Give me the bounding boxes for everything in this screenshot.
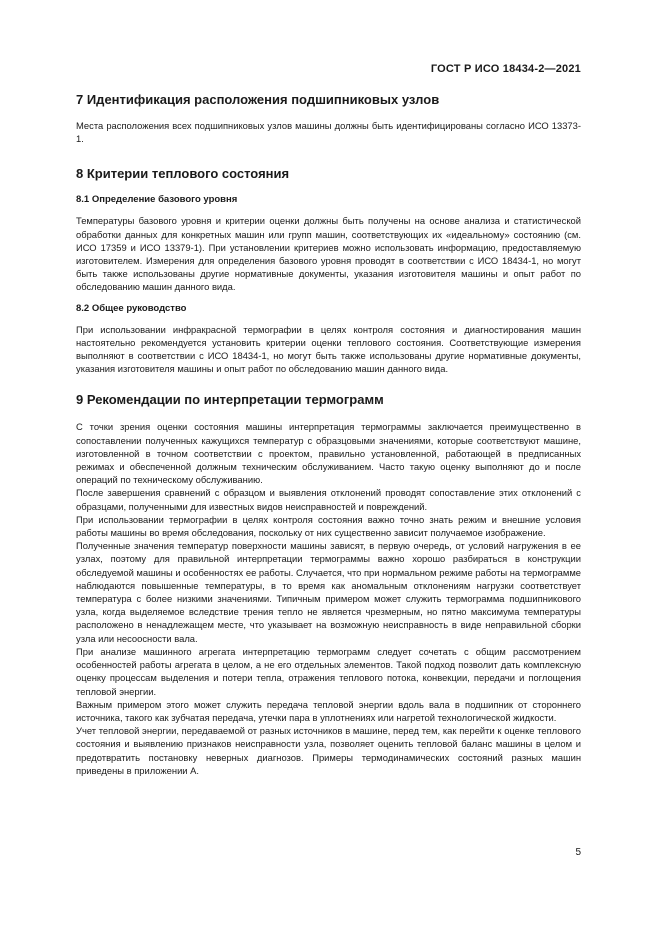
section-9 xyxy=(76,392,581,776)
subsection-8-1-title: 8.1 Определение базового уровня xyxy=(76,194,238,206)
section-9-paragraph-5: При анализе машинного агрегата интерпретацию термограмм следует сочетать с общим рассмотрением особенностей работы агрегата в целом, а не его отдельных элементов. Такой подход позволит дать комплексную оценку процессам выделения и потери тепла, отражения теплового потока, конвекции, передачи и поглощения тепловой энергии. xyxy=(76,645,581,697)
section-9-paragraph-2: После завершения сравнений с образцом и выявления отклонений проводят сопоставление этих отклонений с образцами, полученными для известных видов неисправностей и повреждений. xyxy=(76,487,581,512)
page-content xyxy=(76,90,581,777)
section-9-title: 9 Рекомендации по интерпретации термограмм xyxy=(76,392,384,408)
document-code: ГОСТ Р ИСО 18434-2—2021 xyxy=(430,63,581,75)
section-7-paragraph-1: Места расположения всех подшипниковых узлов машины должны быть идентифицированы согласно ИСО 13373-1. xyxy=(76,120,581,145)
page-number: 5 xyxy=(575,847,581,858)
subsection-8-1-paragraph-1: Температуры базового уровня и критерии оценки должны быть получены на основе анализа и статистической обработки данных для конкретных машин или групп машин, соответствующих их «идеальному» состоянию (см. ИСО 17359 и ИСО 13379-1). При установлении критериев можно использовать информацию, предоставляемую изготовителем. Измерения для определения базового уровня проводят в соответствии с ИСО 18434-1, но могут быть также использованы другие нормативные документы, указания изготовителя машины и опыт работ по обследованию машин данного вида. xyxy=(76,215,581,293)
subsection-8-2-title: 8.2 Общее руководство xyxy=(76,302,187,314)
section-7-title: 7 Идентификация расположения подшипниковых узлов xyxy=(76,92,440,107)
section-8-title: 8 Критерии теплового состояния xyxy=(76,166,290,182)
section-9-paragraph-7: Учет тепловой энергии, передаваемой от разных источников в машине, перед тем, как перейти к оценке теплового состояния и выявлению признаков неисправности узла, позволяет оценить тепловой баланс машины в целом и предотвратить постановку неверных диагнозов. Примеры термодинамических состояний разных машин приведены в приложении А. xyxy=(76,725,581,776)
section-7 xyxy=(76,92,581,145)
section-9-paragraph-3: При использовании термографии в целях контроля состояния важно точно знать режим и внешние условия работы машины во время обследования, поскольку от них существенно зависит получаемое изображение. xyxy=(76,513,581,539)
subsection-8-2-paragraph-1: При использовании инфракрасной термографии в целях контроля состояния и диагностирования машин настоятельно рекомендуется установить критерии оценки теплового состояния. Соответствующие измерения выполняют в соответствии с ИСО 18434-1, но могут быть также использованы другие нормативные документы, указания изготовителя машины и опыт работ по обследованию машин данного вида. xyxy=(76,323,581,375)
section-9-paragraph-1: С точки зрения оценки состояния машины интерпретация термограммы заключается преимущественно в сопоставлении полученных кажущихся температур с образцовыми значениями, которые соответствуют машине, изготовленной в точном соответствии с проектом, правильно установленной, работающей в предписанных режимах и обеспеченной должным техническим обслуживанием. Часто такую оценку выполняют до и после операций по техническому обслуживанию. xyxy=(76,421,581,486)
section-9-paragraph-4: Полученные значения температур поверхности машины зависят, в первую очередь, от условий нагружения в ее узлах, поэтому для правильной интерпретации термограммы важно хорошо разбираться в конструкции обследуемой машины и особенностях ее работы. Случается, что при нормальном режиме работы на термограмме наблюдаются повышенные температуры, в то время как аномальным отклонениям нагрузки соответствует температура с более низкими значениями. Типичным примером может служить термограмма подшипникового узла, когда выделяемое вследствие трения тепло не является чрезмерным, но пятно максимума температуры расположено в ненадлежащем месте, что указывает на возможную неисправность в виде неправильной сборки узла или несоосности вала. xyxy=(76,540,581,644)
section-9-paragraph-6: Важным примером этого может служить передача тепловой энергии вдоль вала в подшипник от стороннего источника, такого как зубчатая передача, утечки пара в уплотнениях или нагретой технологической жидкости. xyxy=(76,698,581,723)
section-8 xyxy=(76,166,581,375)
